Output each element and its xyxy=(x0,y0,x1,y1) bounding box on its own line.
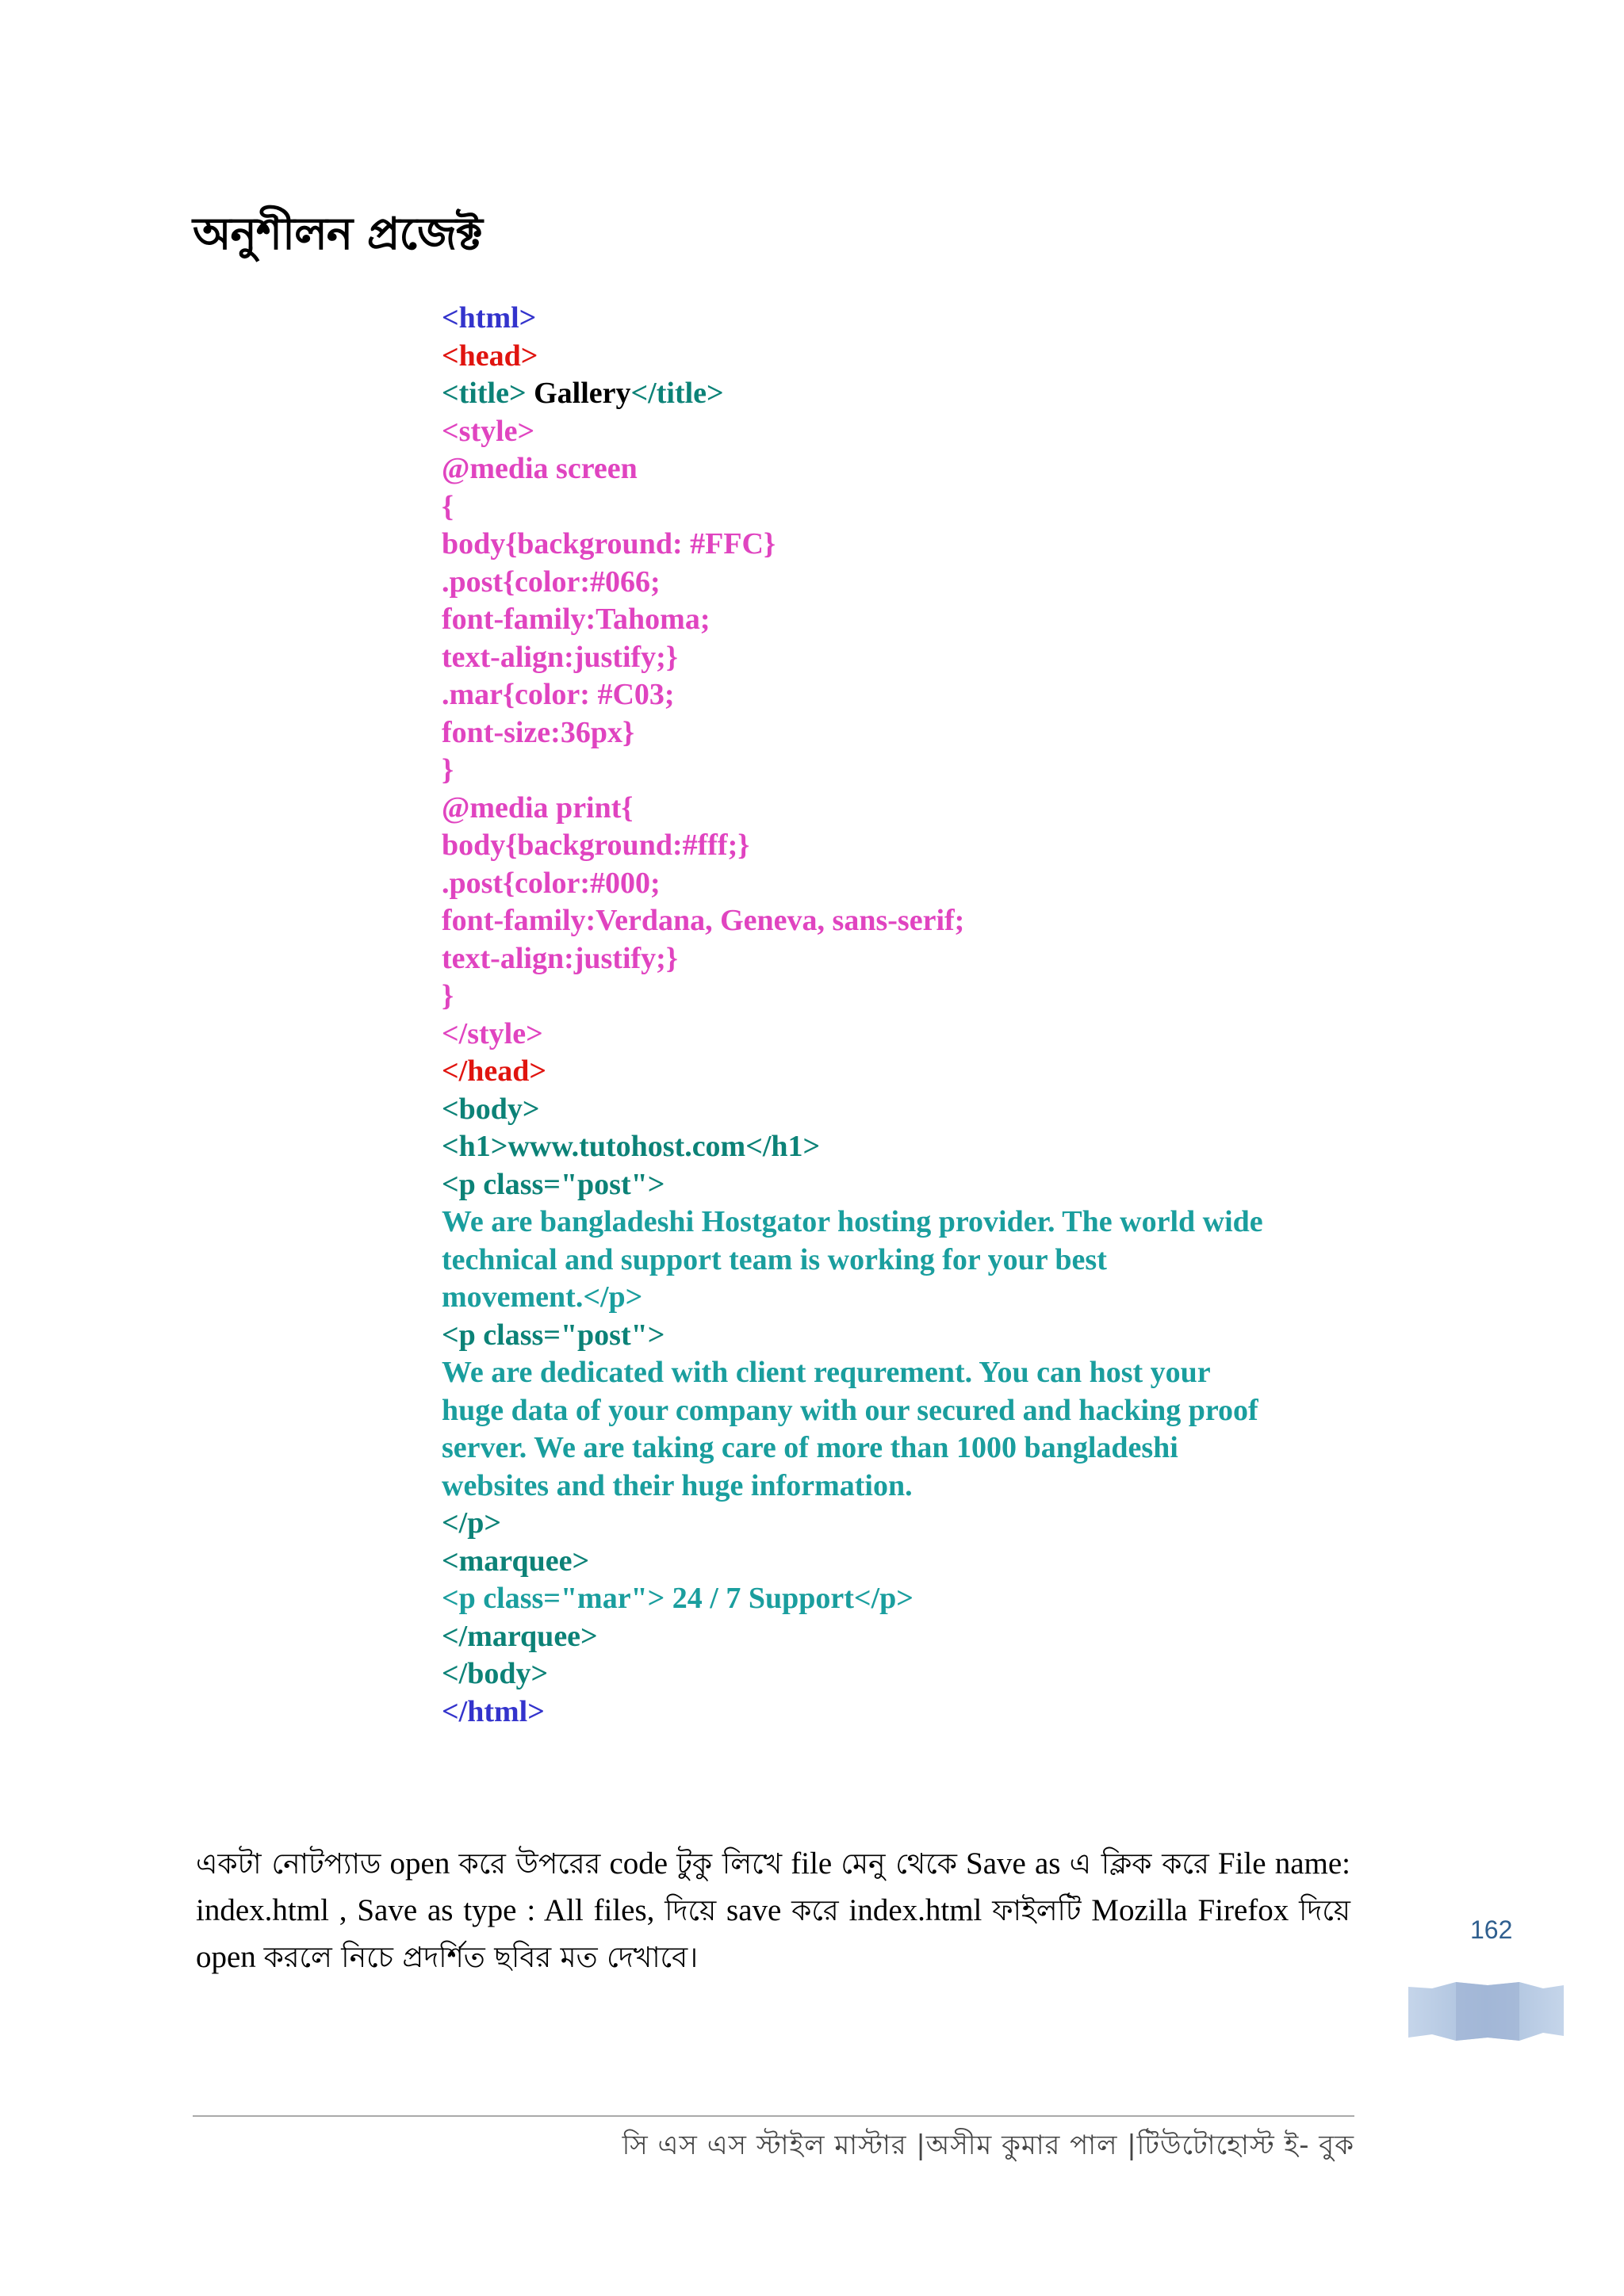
code-line: body{background:#fff;} xyxy=(442,828,750,862)
code-line: <marquee> xyxy=(442,1544,590,1578)
code-line: font-family:Tahoma; xyxy=(442,603,710,636)
code-line: text-align:justify;} xyxy=(442,941,678,975)
para-segment: একটা নোটপ্যাড xyxy=(196,1848,381,1881)
code-line: <p class="mar"> 24 / 7 Support</p> xyxy=(442,1582,914,1615)
code-line: font-size:36px} xyxy=(442,715,634,749)
page-heading: অনুশীলন প্রজেক্ট xyxy=(193,209,482,260)
code-line: </html> xyxy=(442,1694,545,1728)
para-segment: টুকু লিখে xyxy=(676,1848,783,1881)
code-line: <h1>www.tutohost.com</h1> xyxy=(442,1130,821,1163)
code-line: technical and support team is working for your best xyxy=(442,1242,1107,1276)
footer-divider xyxy=(193,2115,1354,2117)
title-text: Gallery xyxy=(526,377,631,410)
para-segment: Save as xyxy=(956,1846,1070,1881)
code-line: font-family:Verdana, Geneva, sans-serif; xyxy=(442,904,965,937)
para-segment: করে উপরের xyxy=(458,1848,601,1881)
para-segment: দিয়ে xyxy=(1299,1895,1350,1927)
para-segment: code xyxy=(600,1846,677,1881)
code-line: body{background: #FFC} xyxy=(442,527,776,561)
para-segment: File name: index.html , Save as type : All files, xyxy=(196,1846,1351,1927)
code-line: </p> xyxy=(442,1506,501,1540)
code-line: text-align:justify;} xyxy=(442,640,678,674)
para-segment: index.html xyxy=(838,1893,993,1927)
para-segment: করে xyxy=(791,1895,839,1927)
para-segment: Mozilla Firefox xyxy=(1081,1893,1300,1927)
footer-text: সি এস এস স্টাইল মাস্টার |অসীম কুমার পাল |টিউটোহোস্ট ই- বুক xyxy=(622,2130,1354,2161)
page-number: 162 xyxy=(1470,1915,1513,1944)
code-line: <html> xyxy=(442,301,537,335)
title-open-tag: <title> xyxy=(442,377,527,410)
code-line: <style> xyxy=(442,414,535,448)
code-line: @media screen xyxy=(442,452,638,485)
code-line: .post{color:#066; xyxy=(442,564,661,599)
para-segment: save xyxy=(716,1893,792,1927)
page-ribbon-decoration xyxy=(1408,1980,1564,2042)
code-line: .post{color:#000; xyxy=(442,866,661,900)
instruction-paragraph xyxy=(196,1841,1350,1981)
code-line: .mar{color: #C03; xyxy=(442,678,675,711)
para-segment: open xyxy=(196,1940,264,1974)
para-segment: open xyxy=(381,1846,459,1881)
code-line: <body> xyxy=(442,1092,540,1126)
code-line: { xyxy=(442,489,454,523)
code-line: <p class="post"> xyxy=(442,1167,665,1201)
code-line: } xyxy=(442,753,454,786)
code-line-title xyxy=(442,375,1263,413)
code-line: server. We are taking care of more than 1000 bangladeshi xyxy=(442,1431,1178,1464)
code-line: <head> xyxy=(442,339,538,373)
para-segment: মেনু থেকে xyxy=(841,1848,957,1881)
code-line: </body> xyxy=(442,1657,549,1690)
title-close-tag: </title> xyxy=(630,377,724,410)
code-line: </head> xyxy=(442,1054,546,1088)
para-segment: file xyxy=(782,1846,841,1881)
code-listing xyxy=(442,300,1263,1731)
code-line: </marquee> xyxy=(442,1619,598,1653)
code-line: } xyxy=(442,979,454,1012)
para-segment: ফাইলটি xyxy=(992,1895,1082,1927)
para-segment: দিয়ে xyxy=(665,1895,717,1927)
code-line: movement.</p> xyxy=(442,1280,643,1314)
code-line: </style> xyxy=(442,1016,543,1050)
para-segment: করলে নিচে প্রদর্শিত ছবির মত দেখাবে। xyxy=(263,1942,699,1974)
code-line: We are dedicated with client requrement. You can host your xyxy=(442,1356,1211,1389)
code-line: huge data of your company with our secured and hacking proof xyxy=(442,1393,1258,1427)
code-line: We are bangladeshi Hostgator hosting provider. The world wide xyxy=(442,1205,1263,1238)
code-line: websites and their huge information. xyxy=(442,1468,913,1502)
para-segment: এ ক্লিক করে xyxy=(1069,1848,1209,1881)
code-line: <p class="post"> xyxy=(442,1318,665,1352)
code-line: @media print{ xyxy=(442,790,634,825)
